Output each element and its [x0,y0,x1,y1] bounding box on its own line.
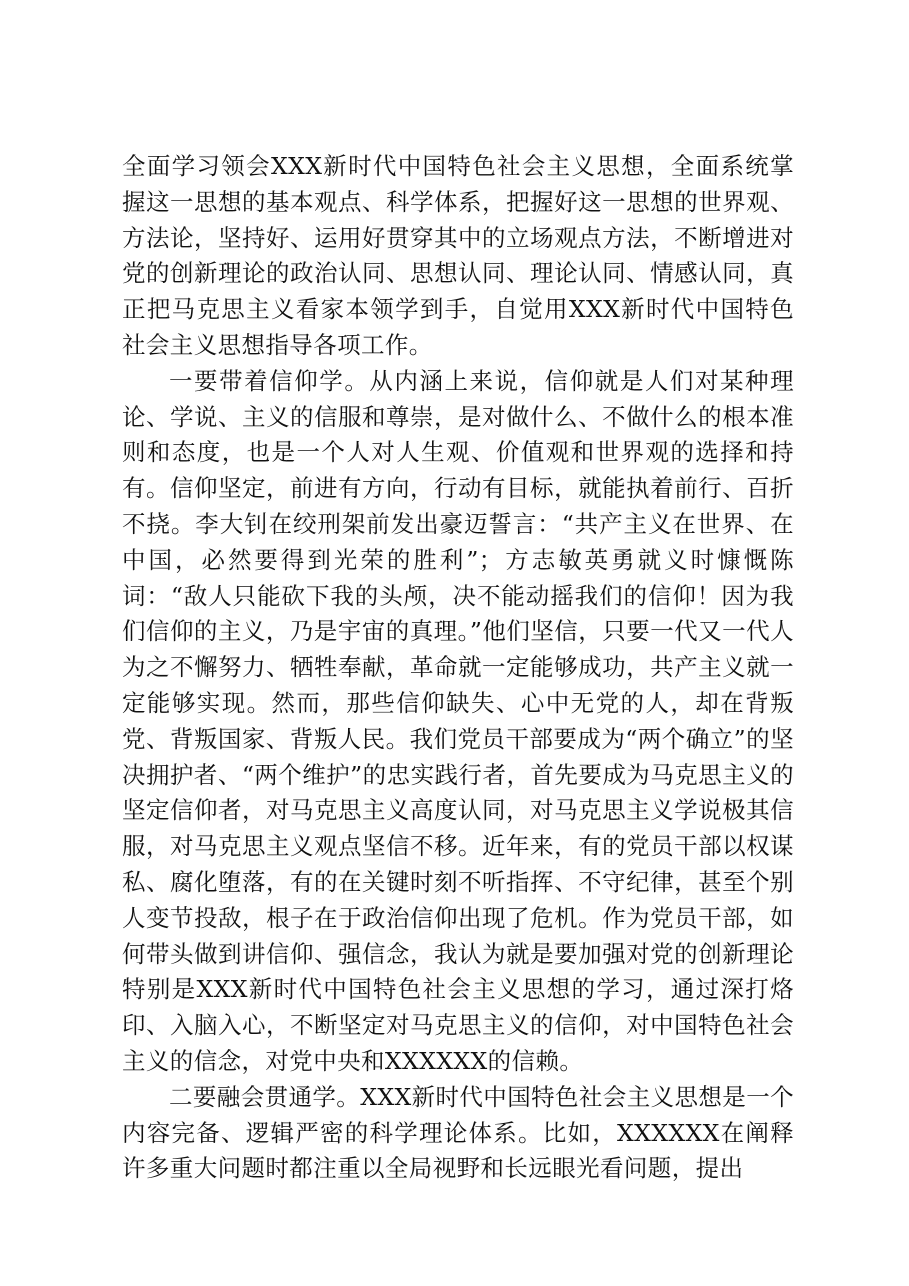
paragraph-integration: 二要融会贯通学。XXX新时代中国特色社会主义思想是一个内容完备、逻辑严密的科学理论体系。比如，XXXXXX在阐释许多重大问题时都注重以全局视野和长远眼光看问题，提出 [122,1082,794,1183]
document-body [122,149,794,1187]
paragraph-intro: 全面学习领会XXX新时代中国特色社会主义思想，全面系统掌握这一思想的基本观点、科学体系，把握好这一思想的世界观、方法论，坚持好、运用好贯穿其中的立场观点方法，不断增进对党的创新理论的政治认同、思想认同、理论认同、情感认同，真正把马克思主义看家本领学到手，自觉用XXX新时代中国特色社会主义思想指导各项工作。 [122,152,794,359]
paragraph-belief: 一要带着信仰学。从内涵上来说，信仰就是人们对某种理论、学说、主义的信服和尊崇，是对做什么、不做什么的根本准则和态度，也是一个人对人生观、价值观和世界观的选择和持有。信仰坚定，前进有方向，行动有目标，就能执着前行、百折不挠。李大钊在绞刑架前发出豪迈誓言：“共产主义在世界、在中国，必然要得到光荣的胜利”；方志敏英勇就义时慷慨陈词：“敌人只能砍下我的头颅，决不能动摇我们的信仰！因为我们信仰的主义，乃是宇宙的真理。”他们坚信，只要一代又一代人为之不懈努力、牺牲奉献，革命就一定能够成功，共产主义就一定能够实现。然而，那些信仰缺失、心中无党的人，却在背叛党、背叛国家、背叛人民。我们党员干部要成为“两个确立”的坚决拥护者、“两个维护”的忠实践行者，首先要成为马克思主义的坚定信仰者，对马克思主义高度认同，对马克思主义学说极其信服，对马克思主义观点坚信不移。近年来，有的党员干部以权谋私、腐化堕落，有的在关键时刻不听指挥、不守纪律，甚至个别人变节投敌，根子在于政治信仰出现了危机。作为党员干部，如何带头做到讲信仰、强信念，我认为就是要加强对党的创新理论特别是XXX新时代中国特色社会主义思想的学习，通过深打烙印、入脑入心，不断坚定对马克思主义的信仰，对中国特色社会主义的信念，对党中央和XXXXXX的信赖。 [122,366,794,1075]
